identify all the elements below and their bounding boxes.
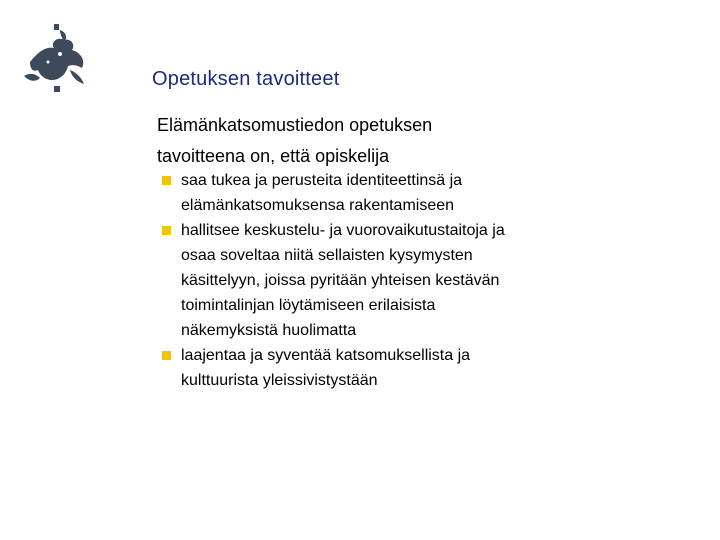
intro-line: Elämänkatsomustiedon opetuksen — [157, 115, 433, 135]
bullet-line: saa tukea ja perusteita identiteettinsä ja — [181, 172, 463, 189]
slide-title: Opetuksen tavoitteet — [152, 68, 340, 90]
university-logo-icon — [20, 22, 92, 100]
intro-text — [157, 110, 577, 172]
yellow-square-bullet-icon — [162, 226, 171, 235]
bullet-item — [162, 168, 562, 218]
bullet-line: laajentaa ja syventää katsomuksellista ja — [181, 347, 471, 364]
bullet-line: käsittelyyn, joissa pyritään yhteisen kestävän — [181, 272, 500, 289]
bullet-line: elämänkatsomuksensa rakentamiseen — [181, 197, 455, 214]
bullet-list — [162, 168, 562, 393]
intro-line: tavoitteena on, että opiskelija — [157, 146, 390, 166]
bullet-item — [162, 218, 562, 343]
bullet-line: kulttuurista yleissivistystään — [181, 372, 378, 389]
bullet-line: hallitsee keskustelu- ja vuorovaikutustaitoja ja — [181, 222, 505, 239]
bullet-line: toimintalinjan löytämiseen erilaisista — [181, 297, 436, 314]
yellow-square-bullet-icon — [162, 351, 171, 360]
bullet-item — [162, 343, 562, 393]
yellow-square-bullet-icon — [162, 176, 171, 185]
bullet-line: osaa soveltaa niitä sellaisten kysymysten — [181, 247, 473, 264]
bullet-line: näkemyksistä huolimatta — [181, 322, 357, 339]
